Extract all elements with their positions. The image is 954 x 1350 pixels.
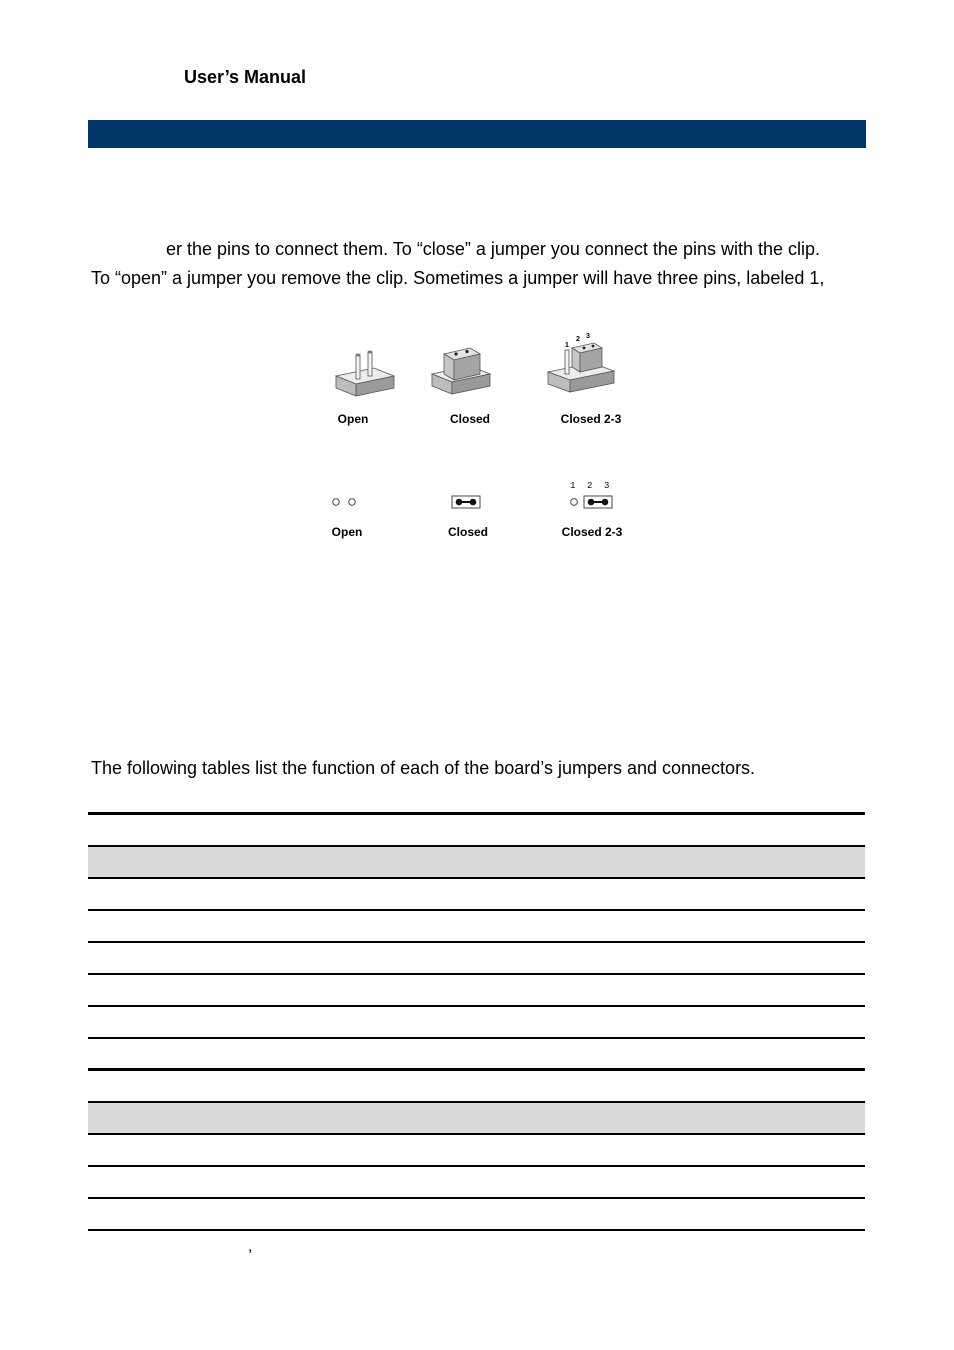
pin-number-label: 3: [586, 333, 590, 340]
table-row-divider: [88, 1165, 865, 1167]
table-row-divider: [88, 909, 865, 911]
footnote-mark: ,: [248, 1238, 253, 1255]
jumper-schematic-figure: [322, 478, 642, 523]
caption-closed-schematic: Closed: [447, 525, 488, 539]
intro-line-2: To “open” a jumper you remove the clip. Sometimes a jumper will have three pins, labeled 1,: [91, 268, 825, 288]
pin-number-label: 1: [565, 342, 569, 349]
table-row-divider: [88, 1197, 865, 1199]
table-row-divider: [88, 941, 865, 943]
section-header-bar: [88, 120, 866, 148]
pin-number-label: 2: [587, 481, 593, 491]
caption-closed-2-3-3d: Closed 2-3: [560, 412, 622, 426]
table-bottom-rule: [88, 1229, 865, 1231]
caption-closed-3d: Closed: [449, 412, 490, 426]
jumper-closed-2-3-symbol-icon: [570, 481, 612, 508]
table-row-divider: [88, 973, 865, 975]
intro-line-1: er the pins to connect them. To “close” a jumper you connect the pins with the clip.: [166, 239, 821, 259]
tables-intro: The following tables list the function of each of the board’s jumpers and connectors.: [91, 758, 756, 778]
table-header-band: [88, 846, 865, 877]
table-row-divider: [88, 1101, 865, 1103]
pin-number-label: 1: [570, 481, 576, 491]
table-row-divider: [88, 1133, 865, 1135]
pin-number-label: 3: [604, 481, 610, 491]
table-row-divider: [88, 1037, 865, 1039]
manual-title: User’s Manual: [184, 67, 307, 87]
jumper-closed-symbol-icon: [452, 496, 480, 508]
jumper-open-3d-icon: [336, 351, 394, 397]
jumper-closed-2-3-3d-icon: [548, 333, 614, 392]
pin-number-label: 2: [576, 336, 580, 343]
table-row-divider: [88, 1005, 865, 1007]
table-section-rule: [88, 1068, 865, 1071]
jumper-schematic-symbols: [322, 478, 642, 518]
caption-open-3d: Open: [337, 412, 369, 426]
table-top-rule: [88, 812, 865, 815]
jumper-open-symbol-icon: [333, 499, 356, 506]
jumper-closed-3d-icon: [432, 348, 490, 394]
caption-open-schematic: Open: [331, 525, 363, 539]
caption-closed-2-3-schematic: Closed 2-3: [561, 525, 623, 539]
table-row-divider: [88, 877, 865, 879]
table-header-band: [88, 1102, 865, 1133]
table-row-divider: [88, 845, 865, 847]
